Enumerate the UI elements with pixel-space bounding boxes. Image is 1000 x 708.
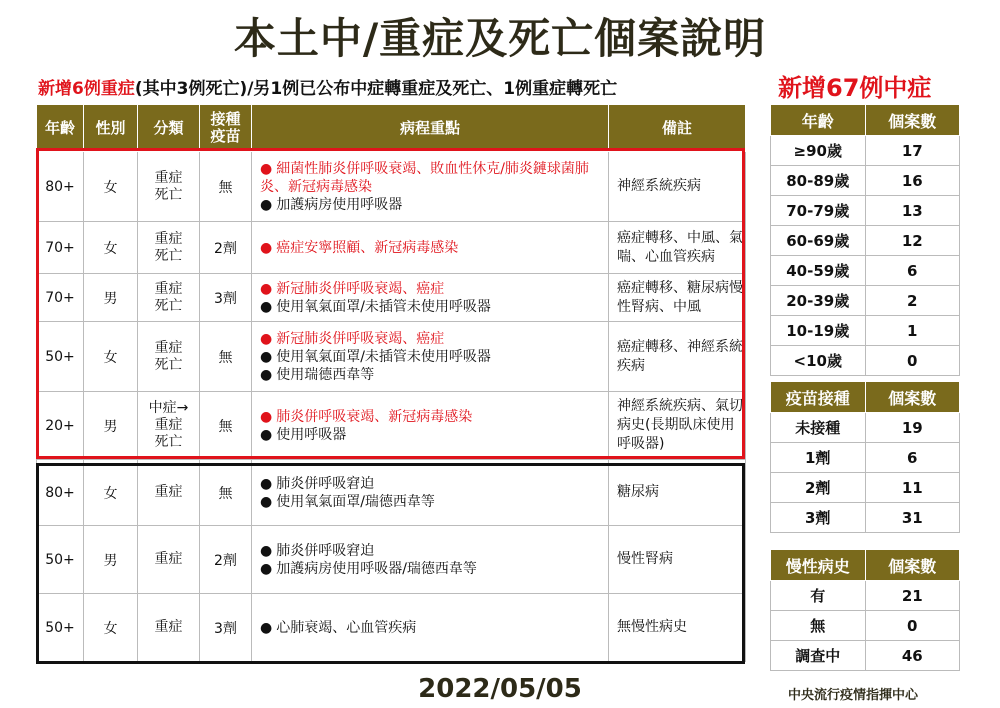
- vaccine-table: [770, 381, 960, 533]
- bullet-icon: ●: [260, 493, 273, 510]
- chronic-label: 無: [771, 611, 866, 641]
- course-item: [260, 493, 608, 511]
- case-remark: 癌症轉移、神經系統疾病: [609, 322, 746, 392]
- age-count: 16: [865, 166, 960, 196]
- case-vaccine: 2劑: [200, 526, 252, 594]
- case-sex: 女: [84, 594, 138, 662]
- age-row: [771, 316, 960, 346]
- case-category: 重症 死亡: [138, 322, 200, 392]
- report-date: 2022/05/05: [418, 674, 582, 704]
- bullet-icon: ●: [260, 426, 273, 443]
- case-course: [252, 274, 609, 322]
- vaccine-count: 19: [865, 413, 960, 443]
- chronic-table-header-count: 個案數: [865, 550, 960, 581]
- vaccine-table-header-count: 個案數: [865, 382, 960, 413]
- course-item-text: 加護病房使用呼吸器: [276, 196, 403, 213]
- vaccine-count: 11: [865, 473, 960, 503]
- case-category: 重症: [138, 526, 200, 594]
- bullet-icon: ●: [260, 408, 273, 425]
- case-table: [36, 104, 746, 662]
- bullet-icon: ●: [260, 560, 273, 577]
- vaccine-row: [771, 413, 960, 443]
- course-item-text: 肺炎併呼吸窘迫: [276, 542, 375, 559]
- age-row: [771, 286, 960, 316]
- course-item: [260, 239, 608, 257]
- case-vaccine: 無: [200, 152, 252, 222]
- case-vaccine: 3劑: [200, 274, 252, 322]
- case-course: [252, 222, 609, 274]
- case-table-header: [37, 105, 746, 152]
- case-remark: 神經系統疾病、氣切病史(長期臥床使用呼吸器): [609, 392, 746, 460]
- course-item: [260, 542, 608, 560]
- case-age: 20+: [37, 392, 84, 460]
- bullet-icon: ●: [260, 330, 273, 347]
- age-label: ≥90歲: [771, 136, 866, 166]
- age-label: 70-79歲: [771, 196, 866, 226]
- bullet-icon: ●: [260, 196, 273, 213]
- header-remark: 備註: [609, 105, 746, 152]
- vaccine-label: 3劑: [771, 503, 866, 533]
- age-row: [771, 226, 960, 256]
- vaccine-label: 1劑: [771, 443, 866, 473]
- subtitle: [38, 74, 617, 99]
- chronic-count: 46: [865, 641, 960, 671]
- course-item: [260, 330, 608, 348]
- course-item: [260, 560, 608, 578]
- age-table-header-age: 年齡: [771, 105, 866, 136]
- age-row: [771, 196, 960, 226]
- course-item-text: 肺炎併呼吸衰竭、新冠病毒感染: [276, 408, 473, 425]
- course-item-text: 加護病房使用呼吸器/瑞德西韋等: [276, 560, 477, 577]
- course-item: [260, 619, 608, 637]
- age-count: 13: [865, 196, 960, 226]
- age-count: 1: [865, 316, 960, 346]
- header-course: 病程重點: [252, 105, 609, 152]
- case-age: 70+: [37, 222, 84, 274]
- course-item-text: 使用瑞德西韋等: [276, 366, 375, 383]
- case-row: [37, 526, 746, 594]
- course-item-text: 肺炎併呼吸窘迫: [276, 475, 375, 492]
- case-category: 重症 死亡: [138, 152, 200, 222]
- case-sex: 男: [84, 274, 138, 322]
- case-sex: 男: [84, 392, 138, 460]
- case-course: [252, 594, 609, 662]
- age-count: 6: [865, 256, 960, 286]
- case-age: 70+: [37, 274, 84, 322]
- chronic-row: [771, 581, 960, 611]
- case-category: 重症: [138, 460, 200, 526]
- case-age: 50+: [37, 594, 84, 662]
- case-age: 50+: [37, 322, 84, 392]
- case-course: [252, 526, 609, 594]
- case-row: [37, 460, 746, 526]
- age-count: 0: [865, 346, 960, 376]
- case-course: [252, 152, 609, 222]
- course-item-text: 細菌性肺炎併呼吸衰竭、敗血性休克/肺炎鏈球菌肺炎、新冠病毒感染: [260, 160, 589, 195]
- course-item-text: 使用氧氣面罩/瑞德西韋等: [276, 493, 435, 510]
- chronic-table: [770, 549, 960, 671]
- course-item-text: 使用氧氣面罩/未插管未使用呼吸器: [276, 298, 491, 315]
- course-item: [260, 196, 608, 214]
- case-vaccine: 無: [200, 392, 252, 460]
- age-label: 10-19歲: [771, 316, 866, 346]
- case-sex: 男: [84, 526, 138, 594]
- chronic-label: 調查中: [771, 641, 866, 671]
- bullet-icon: ●: [260, 619, 273, 636]
- vaccine-count: 31: [865, 503, 960, 533]
- bullet-icon: ●: [260, 542, 273, 559]
- header-sex: 性別: [84, 105, 138, 152]
- subtitle-highlight: 新增6例重症: [38, 79, 135, 99]
- vaccine-row: [771, 473, 960, 503]
- case-remark: 糖尿病: [609, 460, 746, 526]
- organization-name: 中央流行疫情指揮中心: [788, 688, 919, 703]
- chronic-count: 0: [865, 611, 960, 641]
- case-category: 重症: [138, 594, 200, 662]
- case-sex: 女: [84, 152, 138, 222]
- vaccine-count: 6: [865, 443, 960, 473]
- case-sex: 女: [84, 322, 138, 392]
- bullet-icon: ●: [260, 348, 273, 365]
- bullet-icon: ●: [260, 160, 273, 177]
- age-label: 60-69歲: [771, 226, 866, 256]
- course-item: [260, 408, 608, 426]
- age-row: [771, 166, 960, 196]
- course-item-text: 心肺衰竭、心血管疾病: [276, 619, 417, 636]
- course-item-text: 新冠肺炎併呼吸衰竭、癌症: [276, 280, 445, 297]
- case-remark: 癌症轉移、中風、氣喘、心血管疾病: [609, 222, 746, 274]
- age-count: 2: [865, 286, 960, 316]
- subtitle-rest: (其中3例死亡)/另1例已公布中症轉重症及死亡、1例重症轉死亡: [134, 79, 618, 99]
- case-course: [252, 322, 609, 392]
- course-item-text: 使用氧氣面罩/未插管未使用呼吸器: [276, 348, 491, 365]
- case-remark: 癌症轉移、糖尿病慢性腎病、中風: [609, 274, 746, 322]
- age-table: [770, 104, 960, 376]
- case-row: [37, 274, 746, 322]
- case-sex: 女: [84, 460, 138, 526]
- case-vaccine: 2劑: [200, 222, 252, 274]
- course-item-text: 使用呼吸器: [276, 426, 347, 443]
- page-title: 本土中/重症及死亡個案說明: [233, 14, 767, 63]
- course-item: [260, 280, 608, 298]
- case-category: 重症 死亡: [138, 274, 200, 322]
- case-remark: 無慢性病史: [609, 594, 746, 662]
- course-item: [260, 160, 608, 196]
- chronic-label: 有: [771, 581, 866, 611]
- course-item: [260, 366, 608, 384]
- bullet-icon: ●: [260, 239, 273, 256]
- case-age: 80+: [37, 460, 84, 526]
- chronic-row: [771, 611, 960, 641]
- case-row: [37, 594, 746, 662]
- case-vaccine: 3劑: [200, 594, 252, 662]
- case-row: [37, 322, 746, 392]
- vaccine-label: 未接種: [771, 413, 866, 443]
- vaccine-row: [771, 503, 960, 533]
- age-count: 12: [865, 226, 960, 256]
- case-row: [37, 392, 746, 460]
- course-item-text: 新冠肺炎併呼吸衰竭、癌症: [276, 330, 445, 347]
- header-category: 分類: [138, 105, 200, 152]
- case-sex: 女: [84, 222, 138, 274]
- bullet-icon: ●: [260, 366, 273, 383]
- age-count: 17: [865, 136, 960, 166]
- age-label: 80-89歲: [771, 166, 866, 196]
- chronic-row: [771, 641, 960, 671]
- course-item-text: 癌症安寧照顧、新冠病毒感染: [276, 239, 459, 256]
- case-remark: 慢性腎病: [609, 526, 746, 594]
- age-label: 40-59歲: [771, 256, 866, 286]
- case-remark: 神經系統疾病: [609, 152, 746, 222]
- case-row: [37, 152, 746, 222]
- bullet-icon: ●: [260, 298, 273, 315]
- case-course: [252, 460, 609, 526]
- vaccine-row: [771, 443, 960, 473]
- chronic-table-header-history: 慢性病史: [771, 550, 866, 581]
- chronic-count: 21: [865, 581, 960, 611]
- vaccine-label: 2劑: [771, 473, 866, 503]
- course-item: [260, 298, 608, 316]
- age-row: [771, 346, 960, 376]
- course-item: [260, 475, 608, 493]
- bullet-icon: ●: [260, 475, 273, 492]
- age-row: [771, 136, 960, 166]
- age-label: 20-39歲: [771, 286, 866, 316]
- case-age: 80+: [37, 152, 84, 222]
- vaccine-table-header-status: 疫苗接種: [771, 382, 866, 413]
- course-item: [260, 426, 608, 444]
- bullet-icon: ●: [260, 280, 273, 297]
- course-item: [260, 348, 608, 366]
- case-row: [37, 222, 746, 274]
- moderate-cases-heading: 新增67例中症: [778, 74, 932, 102]
- header-age: 年齡: [37, 105, 84, 152]
- case-course: [252, 392, 609, 460]
- case-category: 重症 死亡: [138, 222, 200, 274]
- case-category: 中症→ 重症 死亡: [138, 392, 200, 460]
- case-age: 50+: [37, 526, 84, 594]
- age-label: <10歲: [771, 346, 866, 376]
- header-vaccine: 接種疫苗: [200, 105, 252, 152]
- age-row: [771, 256, 960, 286]
- case-vaccine: 無: [200, 322, 252, 392]
- age-table-header-count: 個案數: [865, 105, 960, 136]
- case-vaccine: 無: [200, 460, 252, 526]
